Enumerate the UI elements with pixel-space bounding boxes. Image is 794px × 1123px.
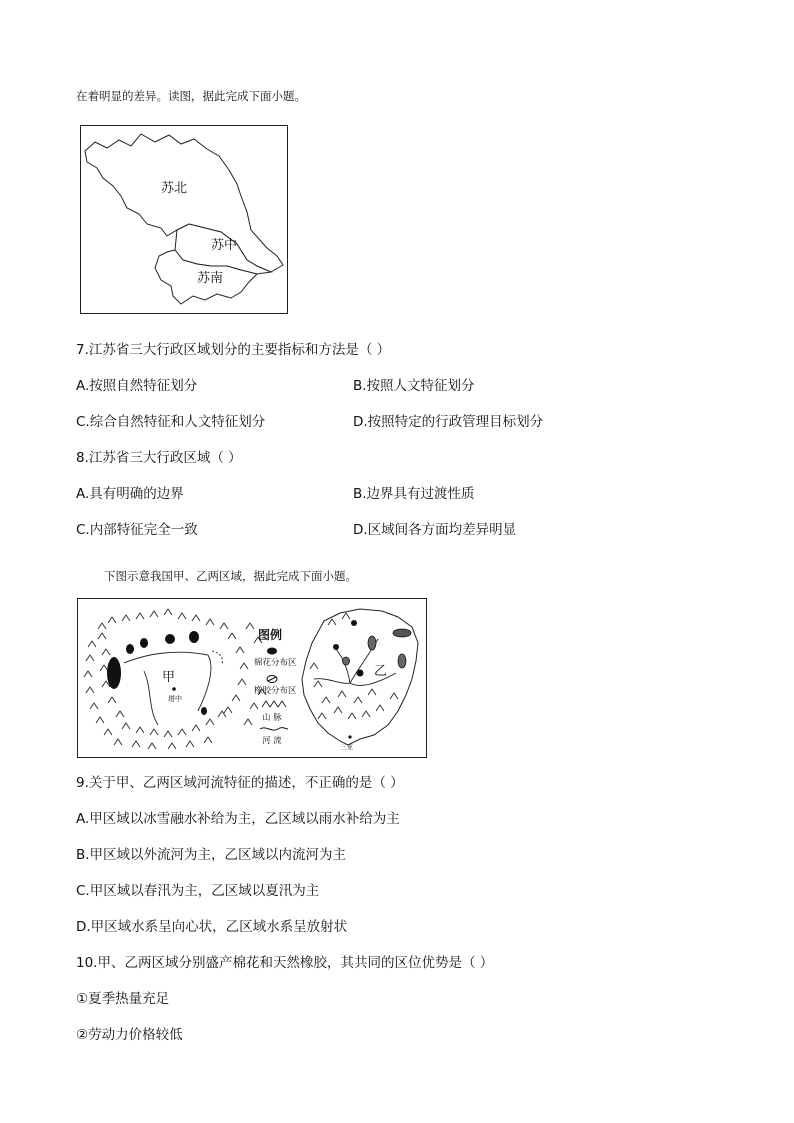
legend-rubber-label: 橡胶分布区 xyxy=(254,686,297,696)
legend-mountain-icon xyxy=(262,701,286,707)
q8-option-b: B.边界具有过渡性质 xyxy=(353,486,475,502)
q7-option-c: C.综合自然特征和人文特征划分 xyxy=(76,414,266,430)
regions-map-svg xyxy=(78,599,426,757)
q8-option-c: C.内部特征完全一致 xyxy=(76,522,198,538)
q9-option-a: A.甲区域以冰雪融水补给为主，乙区域以雨水补给为主 xyxy=(76,811,400,827)
label-sunan: 苏南 xyxy=(197,271,224,286)
q8-stem: 8.江苏省三大行政区域（ ） xyxy=(76,450,242,466)
q7-option-d: D.按照特定的行政管理目标划分 xyxy=(353,414,544,430)
city-a-label: 塔中 xyxy=(168,695,182,703)
q10-option-2: ②劳动力价格较低 xyxy=(76,1027,183,1043)
city-b-dot xyxy=(348,735,351,738)
legend-river-label: 河 流 xyxy=(262,736,282,746)
q9-option-c: C.甲区域以春汛为主，乙区域以夏汛为主 xyxy=(76,883,320,899)
city-b-label: 三亚 xyxy=(340,743,353,751)
intro-text-1: 在着明显的差异。读图，据此完成下面小题。 xyxy=(76,89,306,103)
legend-river-icon xyxy=(260,728,288,730)
cotton-areas xyxy=(107,631,207,715)
q7-option-b: B.按照人文特征划分 xyxy=(353,378,475,394)
q10-stem: 10.甲、乙两区域分别盛产棉花和天然橡胶，其共同的区位优势是（ ） xyxy=(76,955,494,971)
legend-cotton-label: 棉花分布区 xyxy=(254,658,297,668)
legend-title: 图例 xyxy=(258,628,283,642)
q10-option-1: ①夏季热量充足 xyxy=(76,991,170,1007)
label-subei: 苏北 xyxy=(161,181,188,196)
regions-map xyxy=(77,598,427,758)
q8-option-a: A.具有明确的边界 xyxy=(76,486,184,502)
label-suzhong: 苏中 xyxy=(211,238,238,253)
q9-option-d: D.甲区域水系呈向心状，乙区域水系呈放射状 xyxy=(76,919,348,935)
q9-stem: 9.关于甲、乙两区域河流特征的描述，不正确的是（ ） xyxy=(76,775,404,791)
city-a-dot xyxy=(172,687,176,691)
legend-cotton-icon xyxy=(267,648,277,655)
region-b-label: 乙 xyxy=(374,664,388,679)
jiangsu-map xyxy=(80,125,288,314)
jiangsu-map-svg xyxy=(81,126,287,313)
q7-option-a: A.按照自然特征划分 xyxy=(76,378,198,394)
region-a-label: 甲 xyxy=(162,670,176,685)
q9-option-b: B.甲区域以外流河为主，乙区域以内流河为主 xyxy=(76,847,347,863)
intro-text-2: 下图示意我国甲、乙两区域，据此完成下面小题。 xyxy=(104,569,357,583)
q8-option-d: D.区域间各方面均差异明显 xyxy=(353,522,517,538)
legend-mountain-label: 山 脉 xyxy=(262,713,282,723)
q7-stem: 7.江苏省三大行政区域划分的主要指标和方法是（ ） xyxy=(76,342,391,358)
